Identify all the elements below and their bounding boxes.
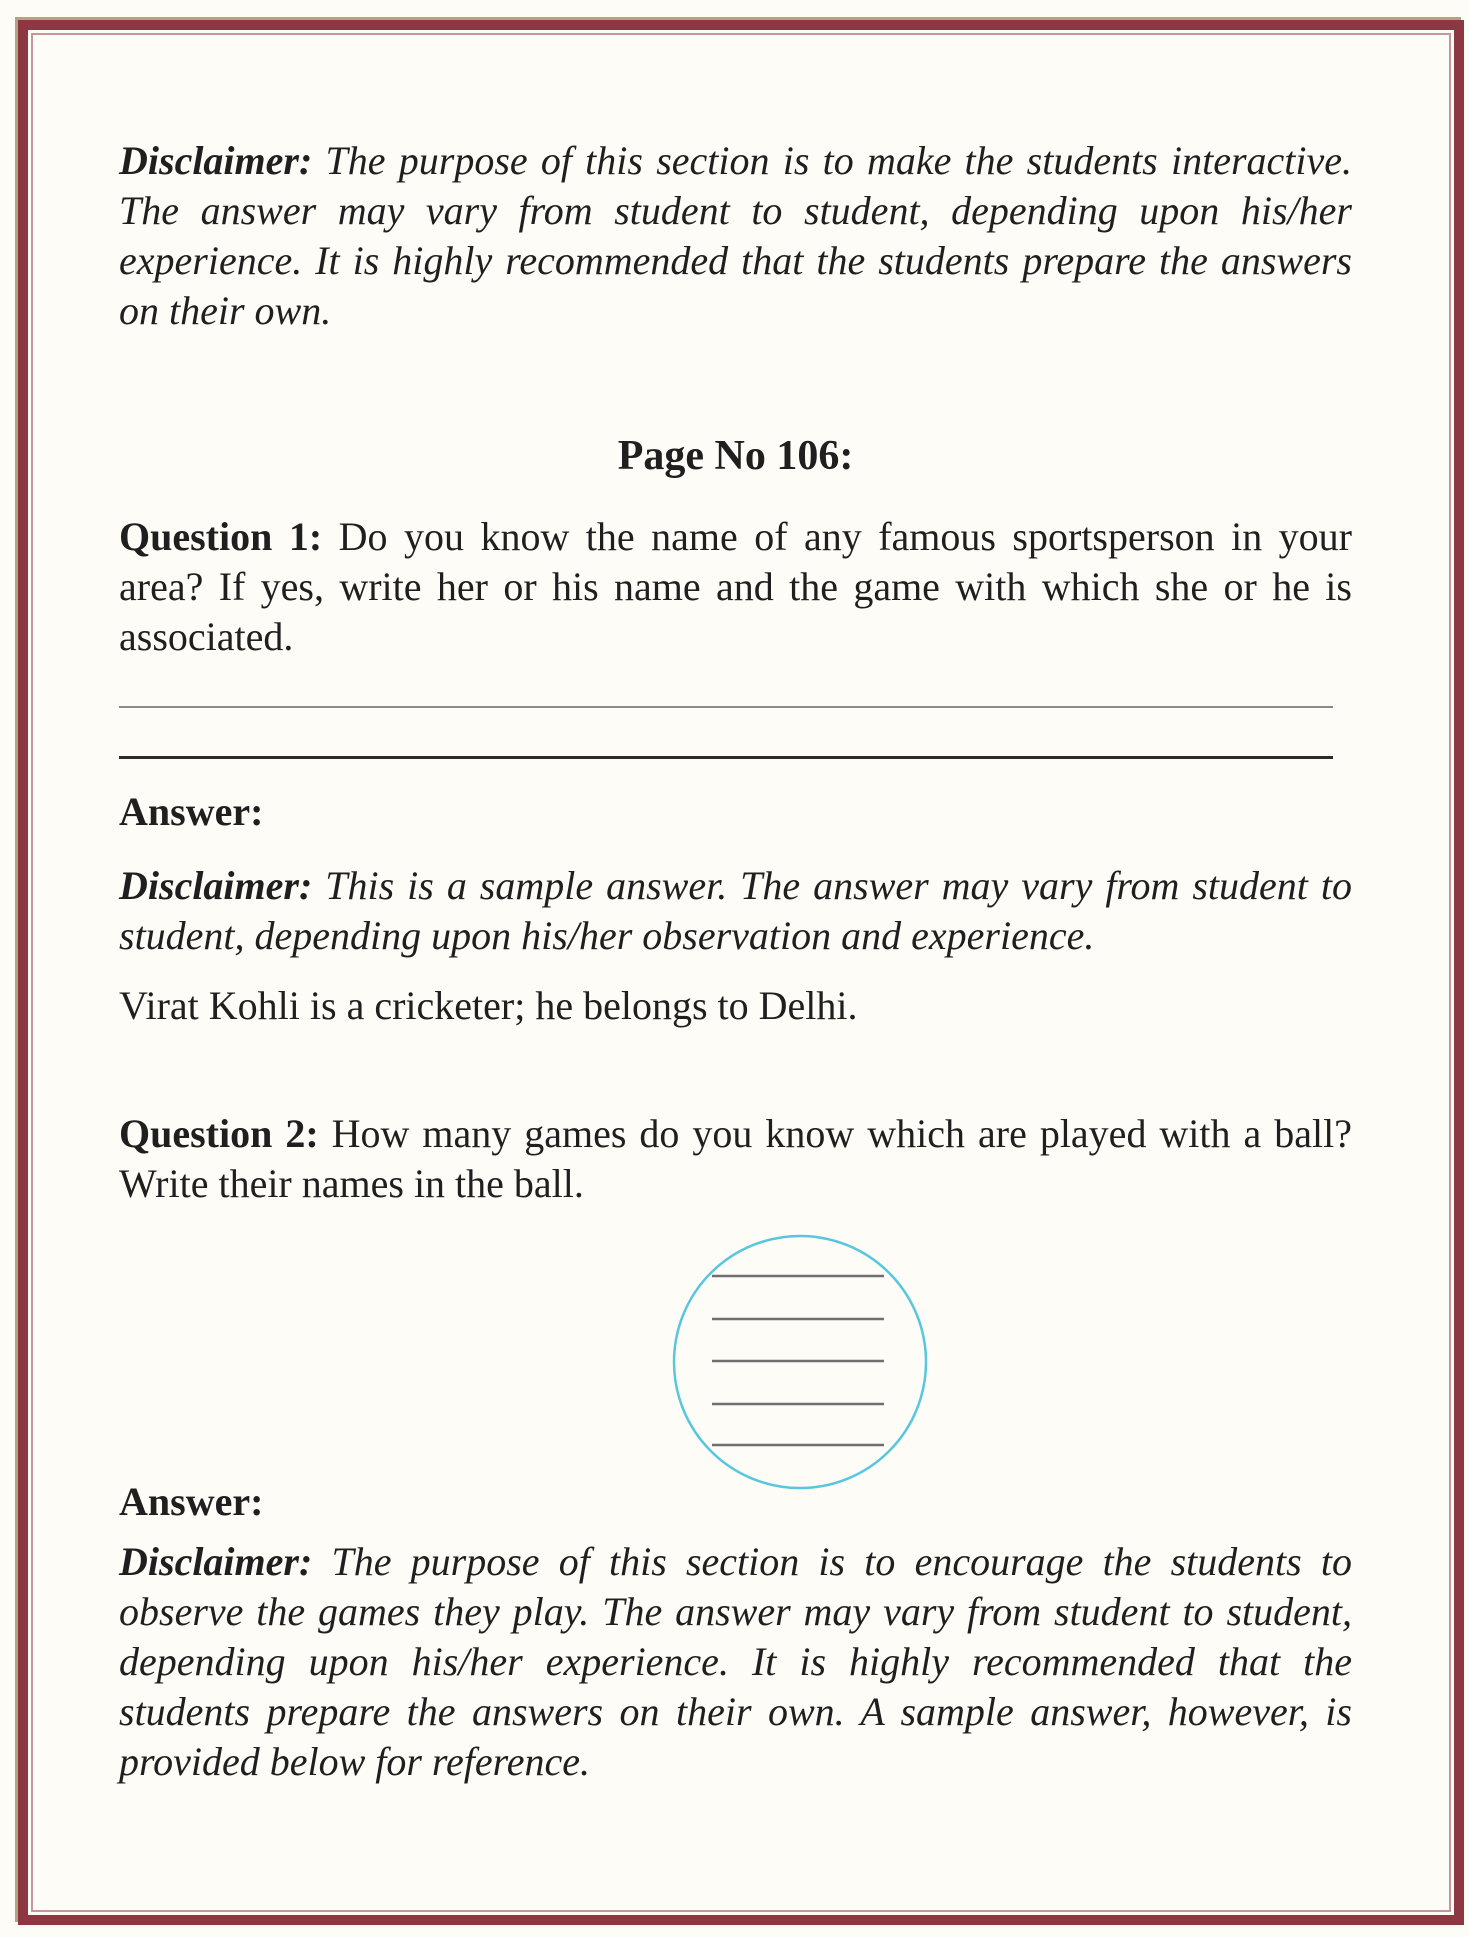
answer-1-disclaimer-label: Disclaimer:	[119, 863, 313, 908]
page-border-frame	[18, 20, 1464, 1925]
answer-1-disclaimer-text: This is a sample answer. The answer may vary from student to student, depending upon his/her observation and experience.	[119, 863, 1352, 958]
answer-1-sample-text: Virat Kohli is a cricketer; he belongs to Delhi.	[119, 983, 858, 1028]
page-number-heading: Page No 106:	[617, 433, 854, 479]
question-2-label: Question 2:	[119, 1111, 319, 1156]
top-disclaimer-text: The purpose of this section is to make the students interactive. The answer may vary from student to student, depending upon his/her experience. It is highly recommended that the students prepare the answers on their own.	[119, 138, 1353, 333]
question-2	[119, 1109, 1352, 1209]
answer-2-disclaimer	[119, 1537, 1352, 1787]
page-inner-border	[31, 33, 1451, 1912]
top-disclaimer	[119, 136, 1352, 336]
answer-2-heading: Answer:	[119, 1479, 264, 1524]
top-disclaimer-label: Disclaimer:	[119, 138, 313, 183]
answer-1-disclaimer	[119, 861, 1352, 961]
blank-answer-line-2	[119, 756, 1333, 759]
question-1	[119, 512, 1352, 662]
answer-2-disclaimer-text: The purpose of this section is to encourage the students to observe the games they play. The answer may vary from student to student, depending upon his/her experience. It is highly recommended that the students prepare the answers on their own. A sample answer, however, is provided below for reference.	[119, 1539, 1352, 1784]
ball-writing-diagram	[671, 1233, 929, 1491]
question-2-text: How many games do you know which are played with a ball? Write their names in the ball.	[119, 1111, 1352, 1206]
answer-1-heading: Answer:	[119, 789, 264, 834]
blank-answer-line-1	[119, 706, 1333, 708]
question-1-text: Do you know the name of any famous sportsperson in your area? If yes, write her or his name and the game with which she or he is associated.	[119, 514, 1353, 659]
answer-2-disclaimer-label: Disclaimer:	[119, 1539, 313, 1584]
ball-icon	[671, 1233, 929, 1491]
question-1-label: Question 1:	[119, 514, 323, 559]
